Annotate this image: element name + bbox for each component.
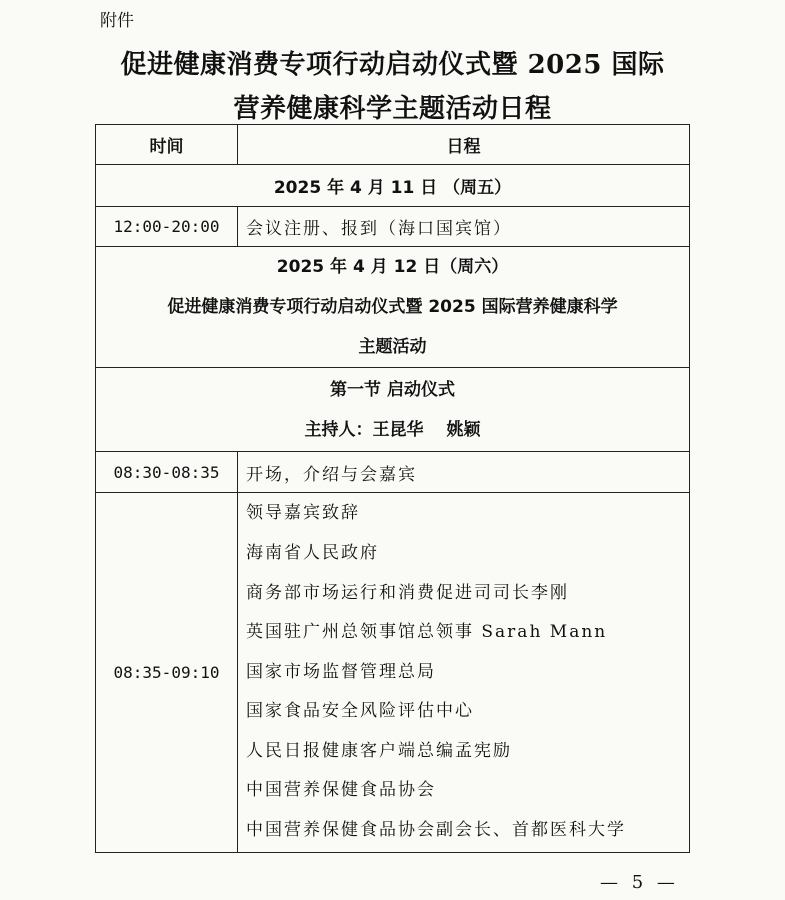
schedule-cell: 开场，介绍与会嘉宾 [238,452,690,493]
day2-event-title-line1: 促进健康消费专项行动启动仪式暨 2025 国际营养健康科学 [167,297,618,317]
list-item: 中国营养保健食品协会副会长、首都医科大学 [246,820,626,841]
section-hosts: 主持人：王昆华 姚颖 [304,419,481,440]
day1-heading-row [96,165,690,207]
schedule-cell-list [238,493,690,853]
day1-heading: 2025 年 4 月 11 日 （周五） [96,165,690,207]
section-title: 第一节 启动仪式 [330,379,455,400]
list-item: 领导嘉宾致辞 [246,503,360,524]
section-heading-row [96,368,690,452]
column-header-time: 时间 [96,125,238,165]
time-cell: 08:30-08:35 [96,452,238,493]
list-item: 英国驻广州总领事馆总领事 Sarah Mann [246,622,608,643]
time-cell: 08:35-09:10 [96,493,238,853]
list-item: 人民日报健康客户端总编孟宪励 [246,740,512,761]
list-item: 国家食品安全风险评估中心 [246,701,474,722]
column-header-schedule: 日程 [238,125,690,165]
time-cell: 12:00-20:00 [96,207,238,247]
page-number: — 5 — [600,872,679,893]
list-item: 国家市场监督管理总局 [246,661,436,682]
document-title-line1: 促进健康消费专项行动启动仪式暨 2025 国际 [120,50,665,80]
day2-heading-row [96,247,690,368]
day2-event-title-line2: 主题活动 [358,337,427,357]
list-item: 商务部市场运行和消费促进司司长李刚 [246,582,569,603]
table-row [96,207,690,247]
table-row [96,452,690,493]
attachment-label: 附件 [100,11,134,31]
table-header-row [96,125,690,165]
list-item: 中国营养保健食品协会 [246,780,436,801]
schedule-table [95,124,690,853]
document-title-line2: 营养健康科学主题活动日程 [233,94,552,124]
section-heading-cell [96,368,690,452]
list-item: 海南省人民政府 [246,542,379,563]
day2-heading-cell [96,247,690,368]
schedule-cell: 会议注册、报到（海口国宾馆） [238,207,690,247]
day2-date: 2025 年 4 月 12 日（周六） [276,257,509,277]
table-row [96,493,690,853]
